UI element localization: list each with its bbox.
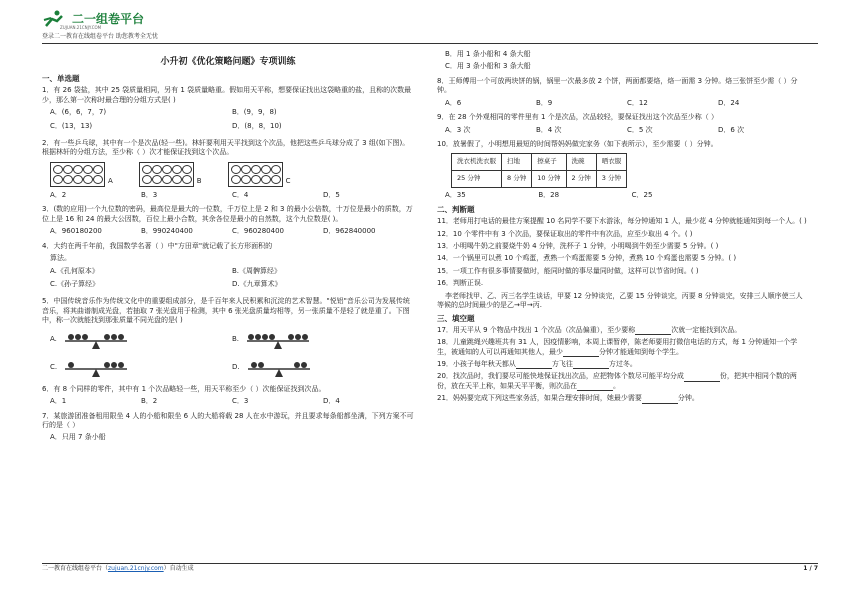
footer-text: ）自动生成 (163, 565, 194, 572)
question-text: 。 (613, 381, 620, 390)
option: B．9 (536, 98, 553, 107)
table-cell: 2 分钟 (566, 170, 596, 187)
header-tagline: 登录二一教育在线组卷平台 助您教考全无忧 (42, 33, 158, 40)
logo-subtext: ZUJUAN.21CNJY.COM (60, 25, 102, 30)
table-cell: 10 分钟 (532, 170, 566, 187)
question-text: 方飞往 (551, 360, 573, 368)
question-text: 21．妈妈要完成下列这些家务活，如果合理安排时间，她最少需要 (437, 394, 642, 403)
page-number: 1 / 7 (803, 565, 818, 572)
option: B．用 1 条小船和 4 条大船 (445, 50, 531, 58)
question-2: 2．有一些乒乓球，其中有一个是次品(轻一些)。林轩要利用天平找到这个次品，他把这些乒乓球分成了 3 组(如下图)。根据林轩的分组方法，至少称（ ）次才能保证找到这个次品。 (42, 139, 410, 157)
scale-option-d (232, 357, 414, 379)
option: D．24 (718, 98, 740, 107)
question-15: 15．一项工作有很多事情要做时，能同时做的事尽量同时做，这样可以节省时间。( ) (437, 266, 699, 275)
option: A．35 (445, 190, 466, 199)
question-8: 8．王师傅用一个可放两块饼的锅，锅里一次最多放 2 个饼，两面都要烙，烙一面需 3 分钟。烙三张饼至少需（ ）分钟。 (437, 76, 798, 95)
question-4-cont: 算法。 (50, 254, 71, 263)
option: C．960280400 (232, 227, 284, 236)
question-4: 4．大约在两千年前，我国数学名著（ ）中"方田章"就记载了长方形面积的 (42, 241, 273, 250)
question-7: 7．某旅游团准备租用限坐 4 人的小船和限坐 6 人的大船将载 28 人在水中游玩，并且要求每条船都坐满，下列方案不可行的是（ ） (42, 411, 414, 430)
option: B.《周髀算经》 (232, 266, 282, 275)
table-cell: 洗碗 (566, 153, 596, 170)
chores-table (451, 153, 627, 188)
option: A．2 (50, 190, 67, 199)
table-row (452, 153, 627, 170)
balance-scale-icon (61, 329, 131, 351)
question-4-options (50, 267, 414, 294)
option: C．3 (232, 397, 249, 406)
ball-group-box (139, 162, 194, 187)
answer-blank[interactable] (684, 374, 720, 382)
table-cell: 晒衣服 (596, 153, 627, 170)
balance-scale-icon (243, 329, 313, 351)
option-label: A. (50, 334, 57, 343)
scale-option-c (50, 357, 232, 379)
question-text: 份，把其中相同个数的两份，放在天平上称，如果天平平衡，则次品在 (437, 372, 797, 390)
ball-group-box (228, 162, 283, 187)
page-title: 小升初《优化策略问题》专项训练 (160, 57, 296, 67)
header-divider (42, 43, 818, 44)
question-17 (437, 326, 809, 335)
section-judge: 二、判断题 (437, 204, 475, 214)
question-2-figure (50, 162, 414, 187)
option: B．2 (141, 397, 158, 406)
box-label: A (108, 177, 113, 186)
question-text: 17．用天平从 9 个物品中找出 1 个次品（次品偏重），至少要称 (437, 325, 636, 334)
question-2-options (50, 191, 414, 200)
option-label: C. (50, 362, 58, 371)
answer-blank[interactable] (577, 383, 613, 391)
section-single-choice: 一、单选题 (42, 74, 80, 84)
option: B．3 (141, 190, 158, 199)
question-text: 分钟。 (677, 394, 699, 403)
table-cell: 3 分钟 (596, 170, 627, 187)
option: C．4 (232, 190, 249, 199)
scale-option-a (50, 329, 232, 351)
balance-scale-icon (244, 357, 314, 379)
table-row (452, 170, 627, 187)
option: A．3 次 (445, 125, 471, 134)
question-5: 5．中国传统音乐作为传统文化中的重要组成部分，是千百年来人民积累和沉淀的艺术智慧。"悦铝"音乐公司为发展传统音乐，将其曲谱制成光盘，若抽取 7 张光盘用于检测，其中 6 张光盘质量均相等，另一张质量不是轻了就是重了。下图中，称一次就能找到那张质量不同光盘的是( ) (42, 297, 410, 325)
question-9-options (445, 126, 809, 135)
question-21 (437, 394, 809, 403)
option: C．5 次 (627, 125, 653, 134)
question-8-options (445, 99, 809, 108)
option: A．6 (445, 98, 462, 107)
question-11: 11．老师用打电话的最佳方案提醒 10 名同学不要下水游泳，每分钟通知 1 人，最少花 4 分钟就能通知到每一个人。( ) (437, 217, 807, 226)
question-14: 14．一个锅里可以煮 10 个鸡蛋，煮熟一个鸡蛋需要 5 分钟，煮熟 10 个鸡蛋也需要 5 分钟。( ) (437, 254, 737, 263)
option: A．只用 7 条小船 (50, 433, 106, 442)
footer-divider (42, 563, 818, 564)
question-16: 16．判断正误. (437, 279, 484, 288)
option: C．(13，13) (50, 121, 93, 130)
question-16-body: 李老师找甲、乙、丙三名学生谈话，甲要 12 分钟谈完，乙要 15 分钟谈完，丙要 8 分钟谈完，安排三人顺序使三人等候的总时间最少的是乙→甲→丙. (437, 291, 803, 310)
option: B．(9，9，8) (232, 108, 277, 117)
question-19 (437, 360, 809, 369)
ball-group-box (50, 162, 105, 187)
option: B．4 次 (536, 125, 562, 134)
answer-blank[interactable] (635, 327, 671, 335)
question-text: 18．儿童跳绳兴趣班共有 31 人，因疫情影响，本周上课暂停，陈老师要用打微信电话的方式，每 1 分钟通知一个学生，被通知的人可以再通知其他人，最少 (437, 338, 798, 356)
option-label: B. (232, 334, 240, 343)
option: D.《九章算术》 (232, 279, 282, 288)
footer-text: 二一教育在线组卷平台（ (42, 565, 109, 572)
option: C.《孙子算经》 (50, 279, 100, 288)
table-cell: 8 分钟 (502, 170, 532, 187)
table-cell: 25 分钟 (452, 170, 502, 187)
question-text: 方过冬。 (608, 360, 637, 368)
section-fill: 三、填空题 (437, 313, 475, 323)
question-3: 3．(数的应用)一个九位数的密码，最高位是最大的一位数，千万位上是 2 和 3 的最小公倍数，十万位是最小的质数，万位上是 16 和 24 的最大公因数，百位上最小合数，其余各位是最小的自然数，这个九位数是( )。 (42, 205, 413, 223)
right-column (437, 50, 809, 407)
left-column (42, 50, 414, 446)
option: A．(6，6，7，7) (50, 108, 107, 117)
question-text: 20．找次品时，我们要尽可能快地保证找出次品，应把物体个数尽可能平均分成 (437, 372, 684, 381)
question-text: 19．小孩子每年秋天都从 (437, 360, 516, 368)
question-9: 9．在 28 个外观相同的零件里有 1 个是次品，次品较轻，要保证找出这个次品至少称（ ） (437, 113, 718, 122)
box-label: C (285, 177, 291, 186)
table-cell: 扫地 (502, 153, 532, 170)
question-18 (437, 338, 809, 357)
scale-option-b (232, 329, 414, 351)
question-3-options (50, 227, 414, 236)
question-1: 1．有 26 袋盐，其中 25 袋质量相同，另有 1 袋质量略重。假如用天平称，想要保证找出这袋略重的盐，且称的次数最少，那么第一次称时最合理的分组方式是( ) (42, 86, 412, 104)
option: B．990240400 (141, 227, 193, 236)
option: D．6 次 (718, 125, 745, 134)
option: D．(8，8，10) (232, 121, 282, 130)
balance-scale-icon (61, 357, 131, 379)
option: C．12 (627, 98, 648, 107)
question-6-options (50, 397, 414, 406)
answer-blank[interactable] (516, 361, 552, 369)
question-6: 6．有 8 个同样的零件，其中有 1 个次品略轻一些，用天平称至少（ ）次能保证找到次品。 (42, 384, 326, 393)
option: A．1 (50, 397, 67, 406)
option: D．5 (323, 190, 340, 199)
table-cell: 洗衣机洗衣服 (452, 153, 502, 170)
question-10-options (445, 191, 725, 200)
table-cell: 擦桌子 (532, 153, 566, 170)
option: D．962840000 (323, 227, 376, 236)
question-text: 分钟才能通知到每个学生。 (599, 347, 683, 356)
logo-text: 二一组卷平台 (72, 11, 145, 26)
option-label: D. (232, 362, 240, 371)
answer-blank[interactable] (642, 396, 678, 404)
question-20 (437, 372, 809, 391)
option: A．960180200 (50, 227, 102, 236)
answer-blank[interactable] (563, 349, 599, 357)
option: A.《孔何原本》 (50, 266, 99, 275)
question-12: 12．10 个零件中有 3 个次品，要保证取出的零件中有次品，应至少取出 4 个。( ) (437, 229, 693, 238)
option: D．4 (323, 397, 340, 406)
footer-link[interactable]: zujuan.21cnjy.com (108, 565, 164, 572)
question-10: 10．放暑假了，小明想用最短的时间帮妈妈做完家务（如下表所示），至少需要（ ）分钟。 (437, 140, 718, 149)
question-5-figure (50, 329, 414, 379)
answer-blank[interactable] (573, 361, 609, 369)
question-1-options (50, 108, 414, 135)
question-text: 次就一定能找到次品。 (671, 325, 742, 334)
question-13: 13．小明喝牛奶之前要烧牛奶 4 分钟，洗杯子 1 分钟，小明喝到牛奶至少需要 5 分钟。( ) (437, 241, 719, 250)
box-label: B (196, 177, 202, 186)
option: B．28 (538, 190, 560, 199)
option: C．25 (631, 190, 653, 199)
footer (42, 565, 194, 573)
option: C．用 3 条小船和 3 条大船 (445, 62, 531, 71)
